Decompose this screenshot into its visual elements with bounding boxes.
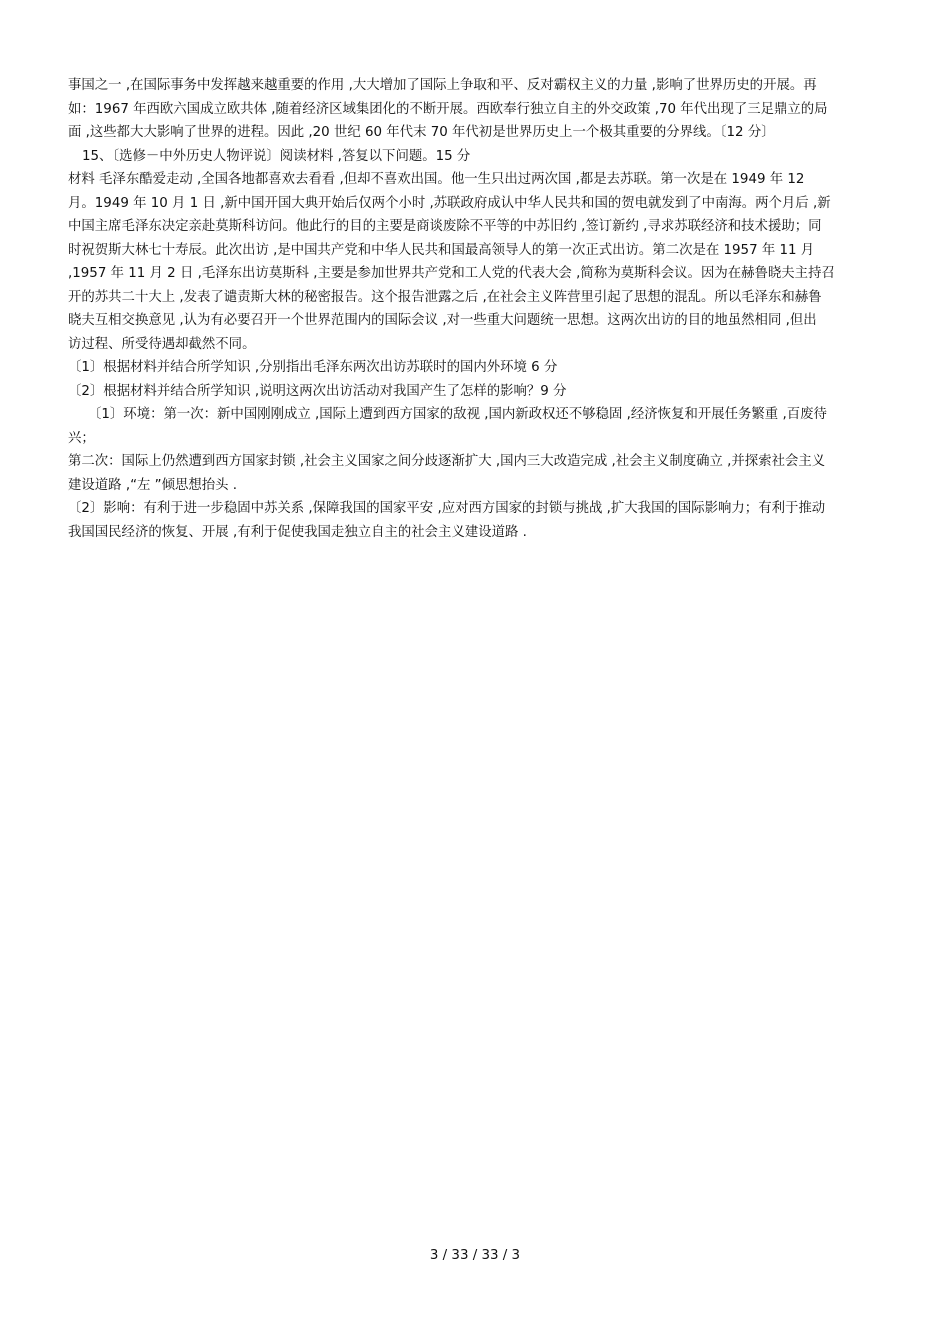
sub-question-2: 〔2〕根据材料并结合所学知识 ,说明这两次出访活动对我国产生了怎样的影响？9 分	[68, 383, 567, 399]
material-line: 时祝贺斯大林七十寿辰。此次出访 ,是中国共产党和中华人民共和国最高领导人的第一次正式出访。第二次是在 1957 年 11 月	[68, 242, 815, 258]
question-heading: 15、〔选修－中外历史人物评说〕阅读材料 ,答复以下问题。15 分	[82, 148, 471, 164]
material-line: 中国主席毛泽东决定亲赴莫斯科访问。他此行的目的主要是商谈废除不平等的中苏旧约 ,签订新约 ,寻求苏联经济和技术援助；同	[68, 219, 822, 234]
sub-question-1: 〔1〕根据材料并结合所学知识 ,分别指出毛泽东两次出访苏联时的国内外环境 6 分	[68, 360, 558, 375]
document-body	[68, 74, 882, 544]
answer-line: 〔1〕环境：第一次：新中国刚刚成立 ,国际上遭到西方国家的敌视 ,国内新政权还不够稳固 ,经济恢复和开展任务繁重 ,百废待	[88, 407, 827, 422]
text-line: 事国之一 ,在国际事务中发挥越来越重要的作用 ,大大增加了国际上争取和平、反对霸权主义的力量 ,影响了世界历史的开展。再	[68, 78, 817, 93]
material-line: ,1957 年 11 月 2 日 ,毛泽东出访莫斯科 ,主要是参加世界共产党和工人党的代表大会 ,简称为莫斯科会议。因为在赫鲁晓夫主持召	[68, 266, 835, 281]
material-line: 开的苏共二十大上 ,发表了谴责斯大林的秘密报告。这个报告泄露之后 ,在社会主义阵营里引起了思想的混乱。所以毛泽东和赫鲁	[68, 289, 822, 305]
text-line: 面 ,这些都大大影响了世界的进程。因此 ,20 世纪 60 年代末 70 年代初是世界历史上一个极其重要的分界线。〔12 分〕	[68, 125, 775, 140]
material-line: 月。1949 年 10 月 1 日 ,新中国开国大典开始后仅两个小时 ,苏联政府成认中华人民共和国的贺电就发到了中南海。两个月后 ,新	[68, 195, 831, 211]
answer-line: 兴；	[68, 430, 95, 446]
text-line: 如：1967 年西欧六国成立欧共体 ,随着经济区域集团化的不断开展。西欧奉行独立自主的外交政策 ,70 年代出现了三足鼎立的局	[68, 101, 828, 117]
material-line: 访过程、所受待遇却截然不同。	[68, 336, 256, 352]
answer-line: 我国国民经济的恢复、开展 ,有利于促使我国走独立自主的社会主义建设道路 .	[68, 524, 527, 540]
answer-line: 第二次：国际上仍然遭到西方国家封锁 ,社会主义国家之间分歧逐渐扩大 ,国内三大改造完成 ,社会主义制度确立 ,并探索社会主义	[68, 454, 826, 469]
material-line: 晓夫互相交换意见 ,认为有必要召开一个世界范围内的国际会议 ,对一些重大问题统一思想。这两次出访的目的地虽然相同 ,但出	[68, 313, 817, 328]
page-number-footer: 3 / 33 / 33 / 3	[429, 1248, 521, 1263]
answer-line: 〔2〕影响：有利于进一步稳固中苏关系 ,保障我国的国家平安 ,应对西方国家的封锁与挑战 ,扩大我国的国际影响力；有利于推动	[68, 501, 826, 516]
answer-line: 建设道路 ,“左 ”倾思想抬头 .	[68, 477, 238, 493]
material-line: 材料 毛泽东酷爱走动 ,全国各地都喜欢去看看 ,但却不喜欢出国。他一生只出过两次国 ,都是去苏联。第一次是在 1949 年 12	[68, 172, 805, 187]
